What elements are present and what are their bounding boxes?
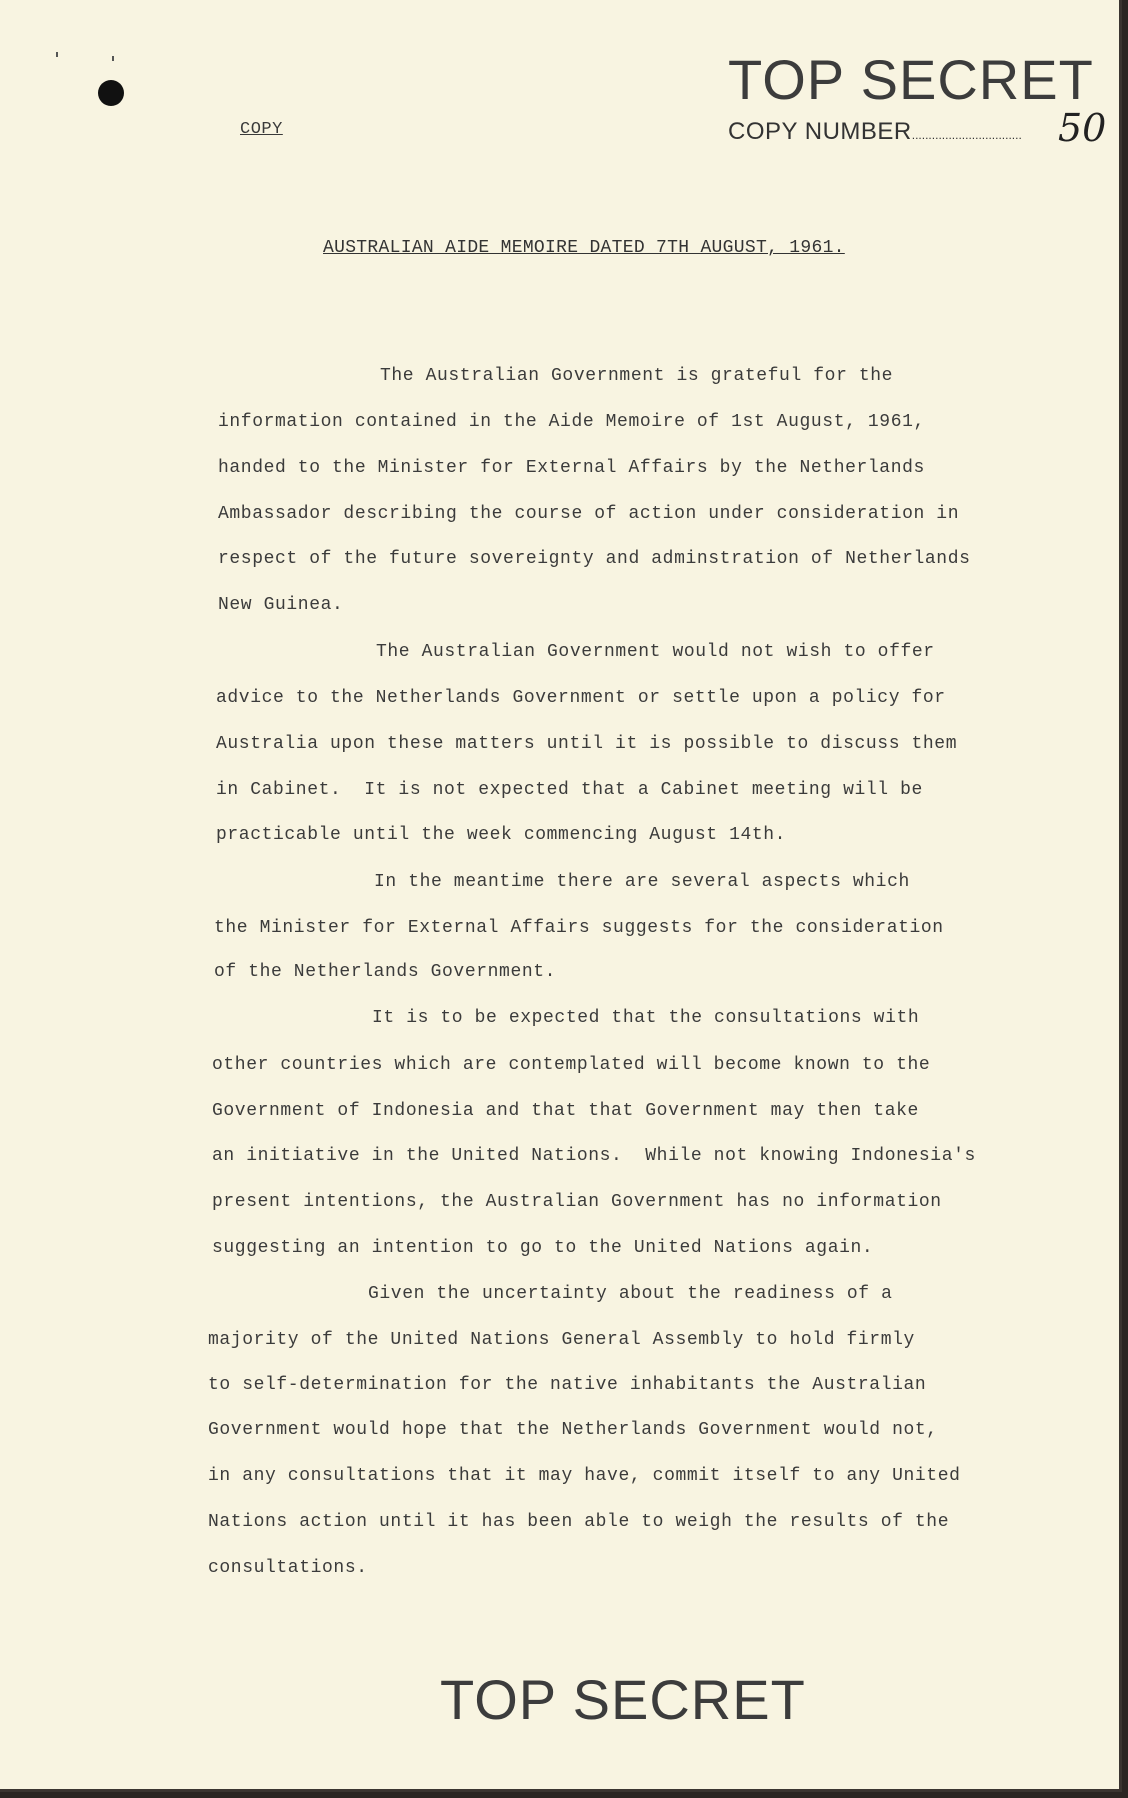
paragraph-line: handed to the Minister for External Affairs by the Netherlands (218, 458, 925, 478)
paragraph-line: practicable until the week commencing August 14th. (216, 825, 787, 845)
paragraph-line: present intentions, the Australian Government has no information (212, 1192, 942, 1212)
paragraph-line: to self-determination for the native inhabitants the Australian (208, 1375, 927, 1395)
paragraph-line: respect of the future sovereignty and adminstration of Netherlands (218, 549, 971, 569)
paragraph-line: consultations. (208, 1558, 368, 1578)
paragraph-line: in Cabinet. It is not expected that a Cabinet meeting will be (216, 780, 923, 800)
paragraph-line: Government would hope that the Netherlands Government would not, (208, 1420, 938, 1440)
margin-mark (56, 52, 58, 57)
paragraph-line: majority of the United Nations General Assembly to hold firmly (208, 1330, 915, 1350)
paragraph-first-line: The Australian Government would not wish to offer (376, 642, 935, 662)
document-title: AUSTRALIAN AIDE_MEMOIRE DATED 7TH AUGUST, 1961. (323, 238, 845, 258)
paragraph-line: advice to the Netherlands Government or settle upon a policy for (216, 688, 946, 708)
paragraph-line: in any consultations that it may have, commit itself to any United (208, 1466, 961, 1486)
paragraph-line: New Guinea. (218, 595, 344, 615)
paragraph-line: Ambassador describing the course of action under consideration in (218, 504, 960, 524)
paragraph-first-line: In the meantime there are several aspects which (374, 872, 910, 892)
paragraph-line: Government of Indonesia and that that Government may then take (212, 1101, 919, 1121)
top-secret-stamp: TOP SECRET (728, 48, 1094, 111)
paragraph-line: suggesting an intention to go to the United Nations again. (212, 1238, 874, 1258)
paragraph-line: information contained in the Aide Memoire of 1st August, 1961, (218, 412, 925, 432)
paragraph-line: the Minister for External Affairs suggests for the consideration (214, 918, 944, 938)
copy-number-field (728, 118, 1022, 146)
paragraph-line: Nations action until it has been able to weigh the results of the (208, 1512, 950, 1532)
paragraph-line: of the Netherlands Government. (214, 962, 557, 982)
margin-mark (112, 56, 114, 61)
paragraph-first-line: The Australian Government is grateful for the (380, 366, 894, 386)
bottom-secret-stamp: TOP SECRET (440, 1668, 806, 1731)
paragraph-line: Australia upon these matters until it is possible to discuss them (216, 734, 958, 754)
paragraph-line: an initiative in the United Nations. While not knowing Indonesia's (212, 1146, 976, 1166)
copy-number-label: COPY NUMBER (728, 118, 912, 145)
punch-hole (98, 80, 124, 106)
paragraph-line: other countries which are contemplated will become known to the (212, 1055, 931, 1075)
copy-number-dotted-line: ................................. (911, 128, 1022, 142)
copy-label: COPY (240, 120, 283, 139)
paragraph-first-line: It is to be expected that the consultations with (372, 1008, 920, 1028)
copy-number-value: 50 (1058, 106, 1107, 150)
paragraph-first-line: Given the uncertainty about the readiness of a (368, 1284, 893, 1304)
